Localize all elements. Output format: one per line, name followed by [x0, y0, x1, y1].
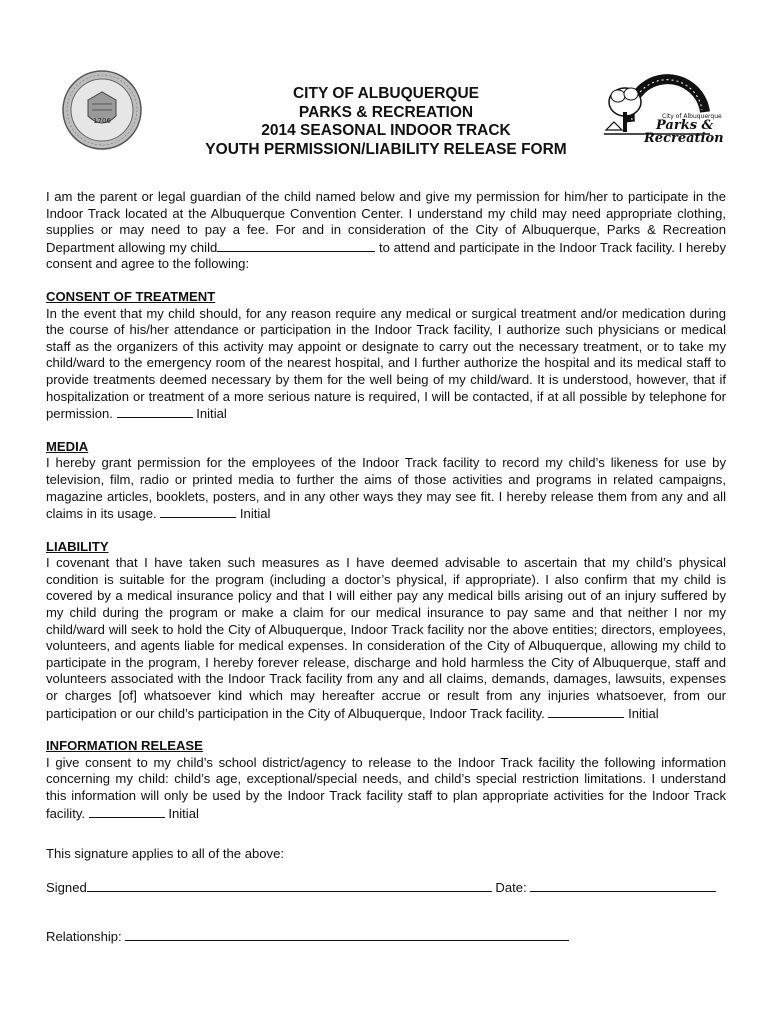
- svg-text:1706: 1706: [93, 117, 111, 125]
- consent-heading: CONSENT OF TREATMENT: [46, 288, 216, 304]
- liability-initial-field[interactable]: [548, 705, 624, 718]
- signed-label: Signed: [46, 880, 87, 895]
- signature-field[interactable]: [87, 879, 492, 892]
- relationship-label: Relationship:: [46, 929, 126, 944]
- date-label: Date:: [491, 880, 531, 895]
- media-heading: MEDIA: [46, 438, 89, 454]
- media-initial-field[interactable]: [160, 505, 236, 518]
- svg-text:Parks &: Parks &: [656, 118, 714, 133]
- date-field[interactable]: [530, 879, 716, 892]
- info-release-paragraph: I give consent to my child’s school district/agency to release to the Indoor Track facility the following information concerning my child: child’s age, exceptional/special needs, and child’s special restriction limitations. I understand this information will only be used by the Indoor Track facility staff to plan appropriate activities for the Indoor Track facility. Initial: [46, 754, 726, 821]
- form-title: [160, 85, 612, 159]
- svg-text:City of Albuquerque: City of Albuquerque: [662, 113, 722, 120]
- title-line-1: CITY OF ALBUQUERQUE: [292, 85, 479, 102]
- title-line-2: PARKS & RECREATION: [298, 103, 474, 121]
- title-line-4: YOUTH PERMISSION/LIABILITY RELEASE FORM: [205, 140, 567, 158]
- relationship-field[interactable]: [125, 928, 569, 941]
- info-initial-field[interactable]: [89, 805, 165, 818]
- relationship-row: [46, 928, 569, 945]
- consent-initial-field[interactable]: [117, 405, 193, 418]
- liability-heading: LIABILITY: [46, 538, 109, 554]
- info-release-heading: INFORMATION RELEASE: [46, 738, 203, 754]
- city-seal-logo: [62, 70, 142, 150]
- signed-row: [46, 879, 716, 896]
- form-body: [46, 189, 726, 822]
- consent-paragraph: In the event that my child should, for any reason require any medical or surgical treatment and/or medication during the course of his/her attendance or participation in the Indoor Track facility, I authorize such physicians or medical staff as the organizers of this activity may appoint or designate to carry out the necessary treatment, or to take my child/ward to the emergency room of the nearest hospital, and I further authorize the hospital and its medical staff to provide treatments deemed necessary by them for the well being of my child/ward. It is understood, however, that if hospitalization or treatment of a more serious nature is required, I will be contacted, if at all possible by telephone for permission. Initial: [46, 305, 726, 422]
- svg-text:Recreation: Recreation: [644, 131, 724, 146]
- intro-paragraph: I am the parent or legal guardian of the child named below and give my permission for him/her to participate in the Indoor Track located at the Albuquerque Convention Center. I understand my child may need appropriate clothing, supplies or may need to pay a fee. For and in consideration of the City of Albuquerque, Parks & Recreation Department allowing my child to attend and participate in the Indoor Track facility. I hereby consent and agree to the following:: [46, 189, 726, 272]
- title-line-3: 2014 SEASONAL INDOOR TRACK: [261, 122, 511, 139]
- parks-recreation-logo: [600, 72, 724, 147]
- liability-paragraph: I covenant that I have taken such measures as I have deemed advisable to ascertain that my child’s physical condition is suitable for the program (including a doctor’s physical, if appropriate). I also confirm that my child is covered by a medical insurance policy and that I will either pay any medical bills arising out of an injury suffered by my child during the program or make a claim for our medical insurance to pay same and that neither I nor my child/ward will seek to hold the City of Albuquerque, Indoor Track facility nor the above entities; directors, employees, volunteers, and agents liable for medical expenses. In consideration of the City of Albuquerque, allowing my child to participate in the program, I hereby forever release, discharge and hold harmless the City of Albuquerque, staff and volunteers associated with the Indoor Track facility from any and all claims, demands, damages, lawsuits, expenses or charges [of] whatsoever kind which may hereafter accrue or result from any injuries whatsoever, from our participation or our child’s participation in the City of Albuquerque, Indoor Track facility. Initial: [46, 555, 726, 721]
- signature-applies-text: This signature applies to all of the above:: [46, 846, 285, 861]
- child-name-field[interactable]: [217, 239, 375, 252]
- media-paragraph: I hereby grant permission for the employees of the Indoor Track facility to record my child’s likeness for use by television, film, radio or printed media to further the aims of those activities and programs in related campaigns, magazine articles, booklets, posters, and in any other ways they may see fit. I hereby release them from any and all claims in its usage. Initial: [46, 455, 726, 522]
